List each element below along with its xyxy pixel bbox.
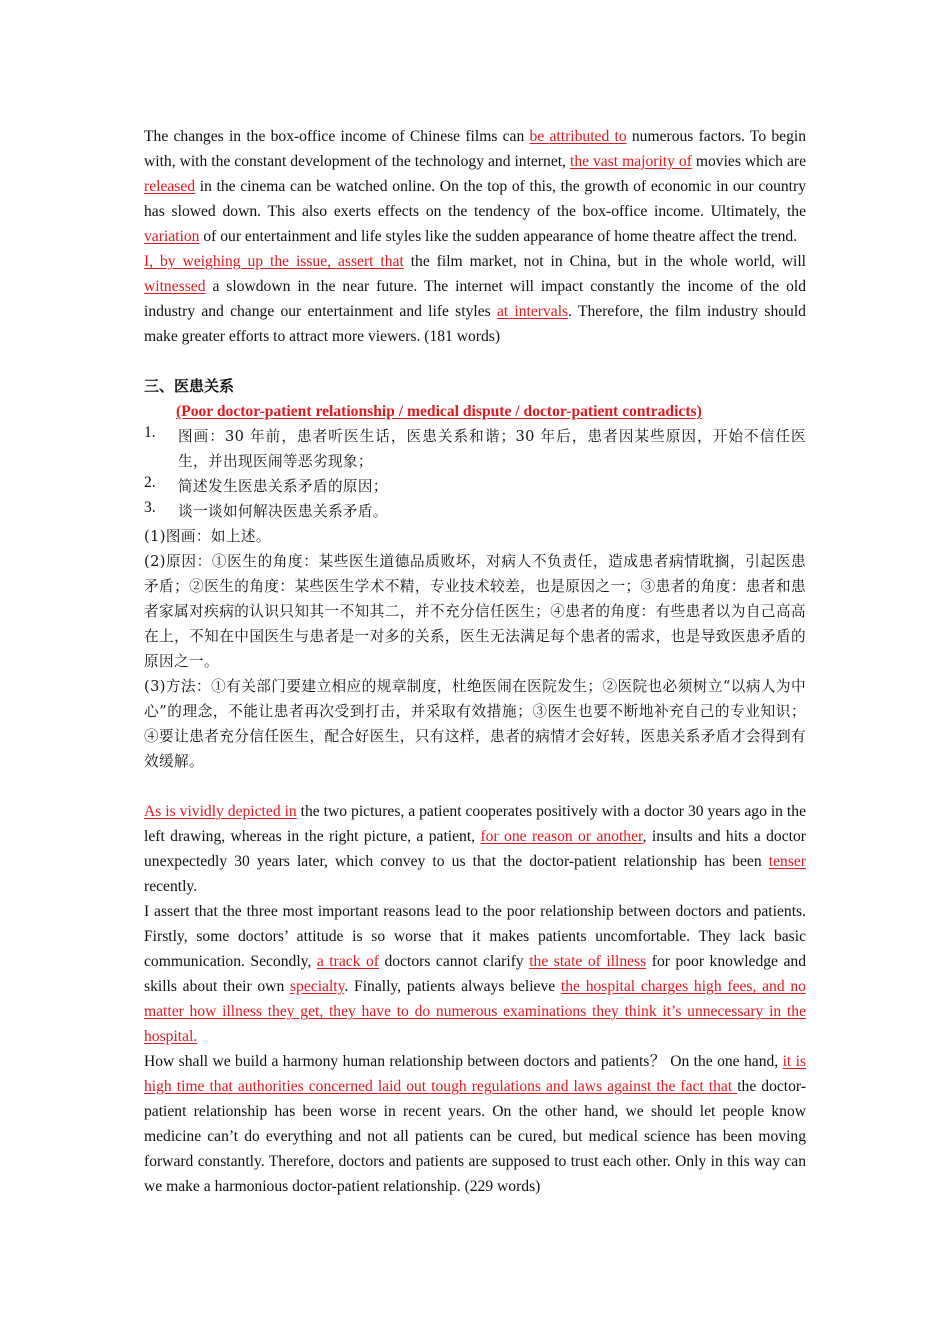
highlighted-phrase: As is vividly depicted in bbox=[144, 803, 297, 820]
document-page bbox=[144, 124, 806, 1199]
text: a slowdown in the near future. The internet will impact constantly the income of the old industry and change our entertainment and life styles bbox=[144, 278, 806, 320]
text: . Finally, patients always believe bbox=[344, 978, 561, 995]
section-subtitle: (Poor doctor-patient relationship / medical dispute / doctor-patient contradicts) bbox=[176, 403, 702, 420]
highlighted-phrase: variation bbox=[144, 228, 200, 245]
highlighted-phrase: tenser bbox=[768, 853, 806, 870]
highlighted-phrase: at intervals bbox=[496, 303, 569, 320]
requirement-item bbox=[144, 499, 806, 524]
outline-note-1: (1)图画：如上述。 bbox=[144, 528, 271, 545]
highlighted-phrase: be attributed to bbox=[529, 128, 627, 145]
text: recently. bbox=[144, 878, 198, 895]
item-text: 简述发生医患关系矛盾的原因； bbox=[178, 478, 388, 495]
text: How shall we build a harmony human relationship between doctors and patients？ On the one hand, bbox=[144, 1053, 783, 1070]
essay2-paragraph1 bbox=[144, 799, 806, 899]
text: of our entertainment and life styles like the sudden appearance of home theatre affect the trend. bbox=[199, 228, 798, 245]
essay1-paragraph2 bbox=[144, 249, 806, 349]
text: the two pictures, a patient cooperates positively with a doctor 30 years ago in the left drawing, whereas in the right picture, a patient, bbox=[144, 803, 806, 845]
text: for poor knowledge and skills about their own bbox=[144, 953, 807, 995]
highlighted-phrase: I, by weighing up the issue, assert that bbox=[144, 253, 404, 270]
essay2-paragraph3 bbox=[144, 1049, 806, 1199]
item-number: 1. bbox=[144, 424, 156, 441]
highlighted-phrase: specialty bbox=[289, 978, 345, 995]
text: The changes in the box-office income of Chinese films can bbox=[144, 128, 530, 145]
highlighted-phrase: released bbox=[144, 178, 196, 195]
requirement-item bbox=[144, 424, 806, 474]
highlighted-phrase: witnessed bbox=[144, 278, 206, 295]
text: doctors cannot clarify bbox=[378, 953, 530, 970]
item-number: 2. bbox=[144, 474, 156, 491]
outline-note-3: (3)方法：①有关部门要建立相应的规章制度，杜绝医闹在医院发生；②医院也必须树立“以病人为中心”的理念，不能让患者再次受到打击，并采取有效措施；③医生也要不断地补充自己的专业知识；④要让患者充分信任医生，配合好医生，只有这样，患者的病情才会好转，医患关系矛盾才会得到有效缓解。 bbox=[144, 678, 806, 770]
text: , insults and hits a doctor unexpectedly 30 years later, which convey to us that the doctor-patient relationship has been bbox=[144, 828, 806, 870]
text: movies which are bbox=[691, 153, 806, 170]
item-number: 3. bbox=[144, 499, 156, 516]
text: the film market, not in China, but in the whole world, will bbox=[403, 253, 806, 270]
text: in the cinema can be watched online. On the top of this, the growth of economic in our country has slowed down. This also exerts effects on the tendency of the box-office income. Ultimately, the bbox=[144, 178, 806, 220]
essay1-paragraph1 bbox=[144, 124, 806, 249]
outline-note-2: (2)原因：①医生的角度：某些医生道德品质败坏，对病人不负责任，造成患者病情耽搁，引起医患矛盾；②医生的角度：某些医生学术不精，专业技术较差，也是原因之一；③患者的角度：患者和患者家属对疾病的认识只知其一不知其二，并不充分信任医生；④患者的角度：有些患者以为自己高高在上，不知在中国医生与患者是一对多的关系，医生无法满足每个患者的需求，也是导致医患矛盾的原因之一。 bbox=[144, 553, 806, 670]
section-heading: 三、医患关系 bbox=[144, 377, 235, 395]
highlighted-phrase: it is high time that authorities concerned laid out tough regulations and laws against the fact that bbox=[144, 1053, 806, 1095]
highlighted-phrase: the vast majority of bbox=[569, 153, 692, 170]
requirement-item bbox=[144, 474, 806, 499]
text: the doctor-patient relationship has been worse in recent years. On the other hand, we should let people know medicine can’t do everything and not all patients can be cured, but medical science has been moving forward constantly. Therefore, doctors and patients are supposed to trust each other. Only in this way can we make a harmonious doctor-patient relationship. (229 words) bbox=[144, 1078, 807, 1195]
text: I assert that the three most important reasons lead to the poor relationship between doctors and patients. Firstly, some doctors’ attitude is so worse that it makes patients uncomfortable. They lack basic communication. Secondly, bbox=[144, 903, 806, 970]
highlighted-phrase: for one reason or another bbox=[480, 828, 643, 845]
highlighted-phrase: the hospital charges high fees, and no matter how illness they get, they have to do numerous examinations they think it’s unnecessary in the hospital. bbox=[144, 978, 806, 1045]
highlighted-phrase: a track of bbox=[316, 953, 379, 970]
highlighted-phrase: the state of illness bbox=[529, 953, 647, 970]
item-text: 图画：30 年前，患者听医生话，医患关系和谐；30 年后，患者因某些原因，开始不信任医生，并出现医闹等恶劣现象； bbox=[178, 428, 806, 470]
item-text: 谈一谈如何解决医患关系矛盾。 bbox=[178, 503, 388, 520]
essay2-paragraph2 bbox=[144, 899, 806, 1049]
text: . Therefore, the film industry should make greater efforts to attract more viewers. (181 words) bbox=[144, 303, 806, 345]
text: numerous factors. To begin with, with the constant development of the technology and internet, bbox=[144, 128, 807, 170]
